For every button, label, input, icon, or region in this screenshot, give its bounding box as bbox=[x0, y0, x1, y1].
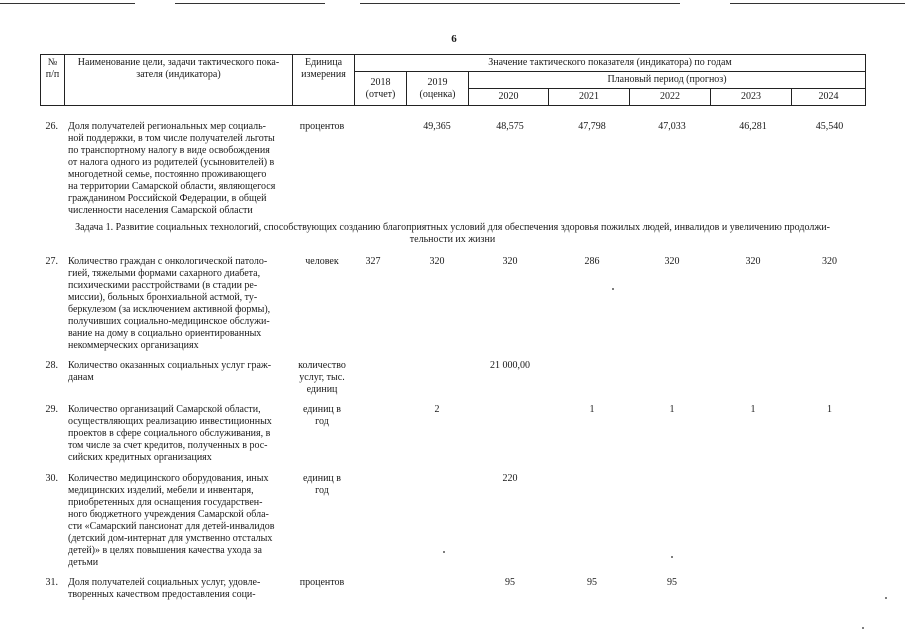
row-unit: единиц в год bbox=[302, 473, 342, 496]
row-unit: количество услуг, тыс. единиц bbox=[298, 360, 346, 395]
row-number: 30. bbox=[45, 473, 58, 484]
value-2020: 21 000,00 bbox=[490, 360, 530, 371]
value-2018: 327 bbox=[365, 256, 381, 267]
value-2021: 1 bbox=[589, 404, 595, 415]
row-name: Доля получателей региональных мер социаль- ной поддержки, в том числе получателей льготы по транспортному налогу в виде освобождения от налога одного из родителей (усыновителей) в многодетной семье, постоянно проживающего на территории Самарской области, являющегося гражданином Российской Федерации, в общей численности населения Самарской области bbox=[68, 121, 276, 216]
col-values-header: Значение тактического показателя (индикатора) по годам bbox=[355, 55, 866, 72]
value-2020: 320 bbox=[502, 256, 518, 267]
value-2019: 320 bbox=[429, 256, 445, 267]
col-2023-header: 2023 bbox=[711, 89, 792, 106]
value-2021: 47,798 bbox=[578, 121, 606, 132]
col-plan-header: Плановый период (прогноз) bbox=[469, 72, 866, 89]
row-unit: единиц в год bbox=[302, 404, 342, 427]
value-2020: 48,575 bbox=[496, 121, 524, 132]
indicators-table-header bbox=[40, 54, 866, 106]
scan-speck bbox=[862, 627, 864, 629]
row-number: 31. bbox=[45, 577, 58, 588]
value-2023: 320 bbox=[745, 256, 761, 267]
value-2019: 2 bbox=[434, 404, 440, 415]
row-name: Количество организаций Самарской области, осуществляющих реализацию инвестиционных проектов в сфере социального обслуживания, в том числе за счет кредитов, полученных в рос- сийских кредитных организациях bbox=[68, 404, 272, 463]
col-2018-header: 2018 (отчет) bbox=[355, 72, 407, 106]
row-unit: процентов bbox=[299, 121, 345, 132]
col-2019-header: 2019 (оценка) bbox=[407, 72, 469, 106]
page-number: 6 bbox=[451, 33, 457, 45]
value-2023: 46,281 bbox=[739, 121, 767, 132]
value-2020: 220 bbox=[502, 473, 518, 484]
col-unit-header: Единица измерения bbox=[293, 55, 355, 106]
col-num-header: № п/п bbox=[41, 55, 65, 106]
value-2021: 95 bbox=[587, 577, 597, 588]
task-heading: Задача 1. Развитие социальных технологий, способствующих созданию благоприятных условий для обеспечения здоровья пожилых людей, инвалидов и увеличению продолжи- тельности их жизни bbox=[75, 222, 830, 245]
scan-top-edge bbox=[0, 3, 905, 4]
value-2020: 95 bbox=[505, 577, 515, 588]
value-2022: 95 bbox=[667, 577, 677, 588]
value-2022: 47,033 bbox=[658, 121, 686, 132]
col-2021-header: 2021 bbox=[549, 89, 630, 106]
row-name: Количество граждан с онкологической патоло- гией, тяжелыми формами сахарного диабета, психическими расстройствами (в стадии ре- миссии), больных бронхиальной астмой, ту- беркулезом (за исключением активной формы), получивших социально-медицинское обслужи- вание на дому в социально ориентированных некоммерческих организациях bbox=[68, 256, 271, 351]
scan-speck bbox=[885, 597, 887, 599]
row-number: 27. bbox=[45, 256, 58, 267]
col-2022-header: 2022 bbox=[630, 89, 711, 106]
scan-speck bbox=[612, 288, 614, 290]
row-unit: человек bbox=[305, 256, 339, 267]
value-2021: 286 bbox=[584, 256, 600, 267]
scan-speck bbox=[443, 551, 445, 553]
value-2019: 49,365 bbox=[423, 121, 451, 132]
value-2024: 1 bbox=[827, 404, 832, 415]
row-name: Количество оказанных социальных услуг граж- данам bbox=[68, 360, 272, 383]
scan-speck bbox=[671, 556, 673, 558]
value-2022: 320 bbox=[664, 256, 680, 267]
col-2024-header: 2024 bbox=[792, 89, 866, 106]
value-2024: 320 bbox=[822, 256, 837, 267]
row-unit: процентов bbox=[299, 577, 345, 588]
row-number: 29. bbox=[45, 404, 58, 415]
row-name: Количество медицинского оборудования, иных медицинских изделий, мебели и инвентаря, приобретенных для оснащения государствен- ного бюджетного учреждения Самарской обла- сти «Самарский пансионат для детей-инвалидов (детский дом-интернат для умственно отсталых детей)» в целях повышения качества ухода за детьми bbox=[68, 473, 275, 568]
value-2022: 1 bbox=[669, 404, 675, 415]
row-number: 28. bbox=[45, 360, 58, 371]
col-name-header: Наименование цели, задачи тактического пока- зателя (индикатора) bbox=[65, 55, 293, 106]
row-number: 26. bbox=[45, 121, 58, 132]
value-2023: 1 bbox=[750, 404, 756, 415]
value-2024: 45,540 bbox=[815, 121, 844, 132]
col-2020-header: 2020 bbox=[469, 89, 549, 106]
row-name: Доля получателей социальных услуг, удовле- творенных качеством предоставления соци- bbox=[68, 577, 261, 600]
